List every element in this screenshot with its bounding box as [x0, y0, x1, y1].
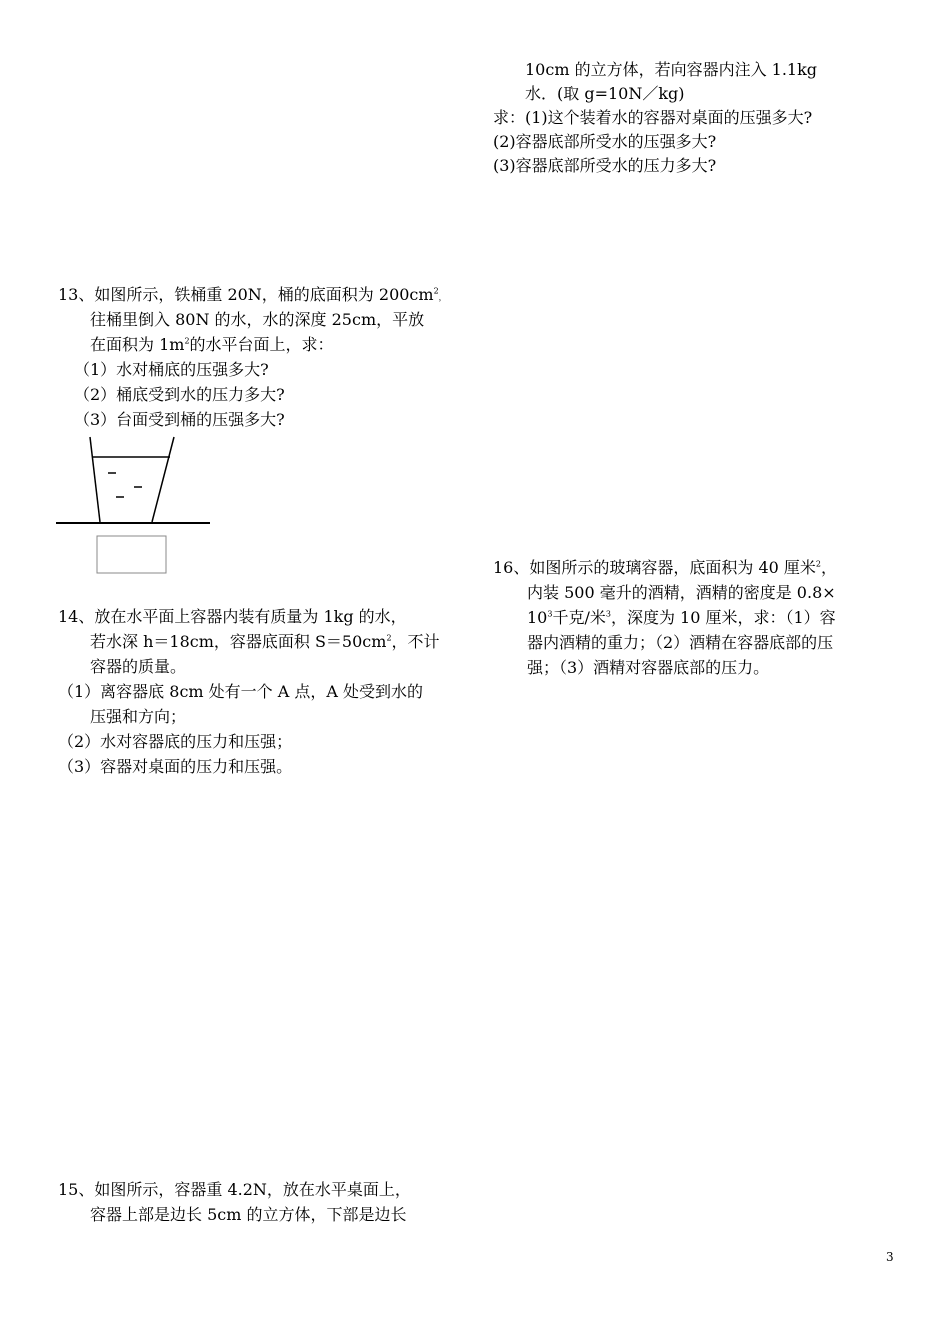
q15-cont-line-5: (3)容器底部所受水的压力多大? [493, 156, 717, 175]
q13-line-3-end: 的水平台面上，求： [189, 335, 334, 354]
q15-cont-line-2: 水．(取 g=10N／kg) [525, 84, 685, 103]
table-leg-box [97, 536, 166, 573]
q16-line-4: 器内酒精的重力；（2）酒精在容器底部的压 [527, 633, 834, 652]
q15-cont-line-1: 10cm 的立方体，若向容器内注入 1.1kg [525, 60, 818, 79]
q14-sub-1b: 压强和方向； [90, 707, 187, 726]
q16-line-3 [527, 606, 836, 630]
q16-line-3-a: 10 [527, 608, 548, 627]
q15-cont-line-4: (2)容器底部所受水的压强多大? [493, 132, 717, 151]
q14-line-2-end: ，不计 [391, 632, 440, 651]
q16-line-1-text: 16、如图所示的玻璃容器，底面积为 40 厘米 [493, 558, 816, 577]
q13-sub-1: （1）水对桶底的压强多大? [74, 360, 269, 379]
q16-line-3-sup2: 3 [605, 609, 611, 619]
q15-cont-line-3: 求：(1)这个装着水的容器对桌面的压强多大? [493, 108, 813, 127]
q13-line-2: 往桶里倒入 80N 的水，水的深度 25cm，平放 [90, 310, 425, 329]
q16-line-2: 内装 500 毫升的酒精，酒精的密度是 0.8× [527, 583, 836, 602]
q16-line-5: 强；（3）酒精对容器底部的压力。 [527, 658, 770, 677]
q14-line-2-sup: 2 [386, 633, 392, 643]
q13-line-1-text: 13、如图所示，铁桶重 20N，桶的底面积为 200cm [58, 285, 434, 304]
q13-sub-2: （2）桶底受到水的压力多大? [74, 385, 285, 404]
q13-line-3 [90, 333, 334, 357]
q13-line-1 [58, 283, 447, 310]
q14-sub-2: （2）水对容器底的压力和压强； [58, 732, 293, 751]
q13-line-1-sup: 2 [433, 286, 439, 296]
q15-line-1: 15、如图所示，容器重 4.2N，放在水平桌面上， [58, 1180, 411, 1199]
bucket-right-wall [152, 437, 174, 522]
bucket-left-wall [90, 437, 100, 522]
q13-line-3-sup: 2 [184, 336, 190, 346]
q14-sub-3: （3）容器对桌面的压力和压强。 [58, 757, 293, 776]
q16-line-1 [493, 556, 837, 580]
q14-sub-1a: （1）离容器底 8cm 处有一个 A 点，A 处受到水的 [58, 682, 424, 701]
q16-line-3-c: ，深度为 10 厘米，求：（1）容 [610, 608, 836, 627]
q14-line-2-text: 若水深 h＝18cm，容器底面积 S＝50cm [90, 632, 387, 651]
q16-line-3-sup: 3 [547, 609, 553, 619]
q13-line-3-text: 在面积为 1m [90, 335, 185, 354]
q16-line-3-b: 千克/米 [552, 608, 606, 627]
q16-line-1-sup: 2 [815, 559, 821, 569]
bucket-figure [54, 435, 214, 577]
q13-line-1-end: ， [438, 293, 447, 302]
q13-sub-3: （3）台面受到桶的压强多大? [74, 410, 285, 429]
q14-line-2 [90, 630, 440, 654]
q16-line-1-end: ， [821, 558, 838, 577]
q15-line-2: 容器上部是边长 5cm 的立方体，下部是边长 [90, 1205, 407, 1224]
q14-line-1: 14、放在水平面上容器内装有质量为 1kg 的水， [58, 607, 407, 626]
page-number: 3 [886, 1250, 894, 1264]
q14-line-3: 容器的质量。 [90, 657, 187, 676]
